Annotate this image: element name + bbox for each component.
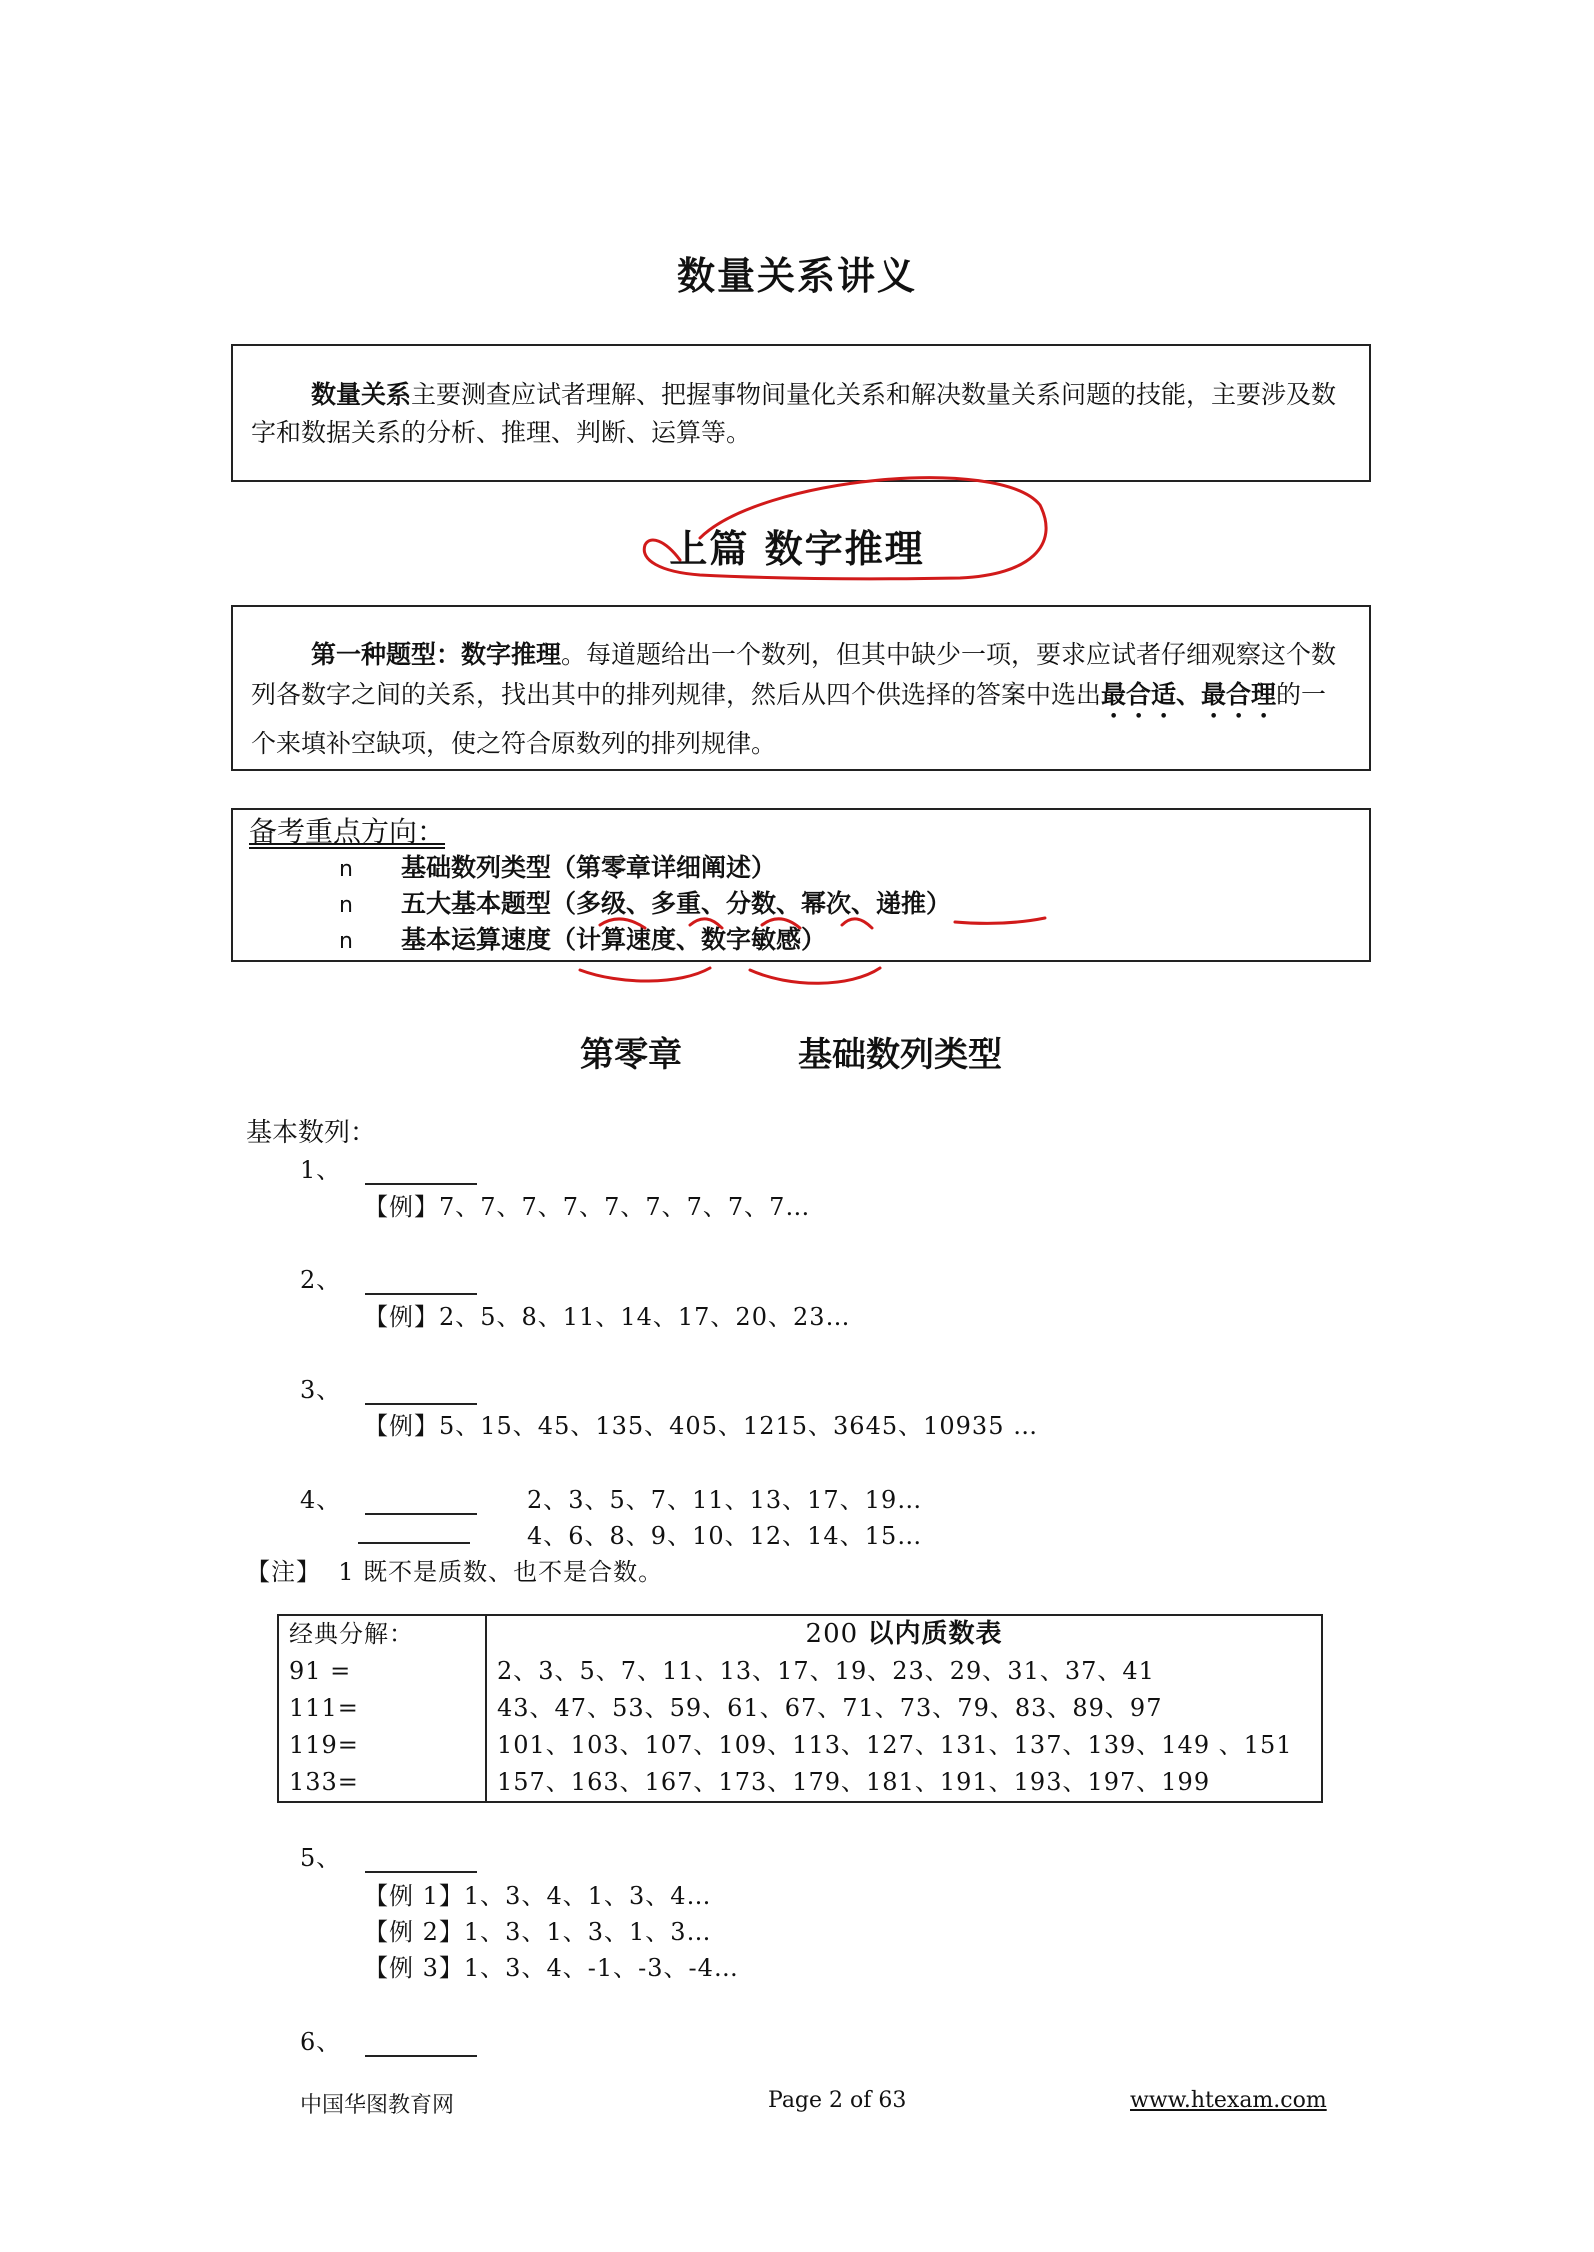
example-tag: 【例 3】 bbox=[364, 1954, 464, 1982]
footer-page-number: Page 2 of 63 bbox=[768, 2088, 907, 2113]
note bbox=[246, 1552, 663, 1587]
list-item-number bbox=[300, 2022, 477, 2057]
focus-title: 备考重点方向： bbox=[249, 815, 446, 848]
prime-sequence: 2、3、5、7、11、13、17、19… bbox=[527, 1486, 923, 1514]
intro-box bbox=[231, 344, 1371, 482]
ink-underline-calc-speed bbox=[580, 968, 710, 981]
chapter-number: 第零章 bbox=[580, 1035, 682, 1075]
bullet-marker: n bbox=[339, 857, 353, 882]
table-header-number: 200 bbox=[805, 1619, 859, 1649]
ink-underline-number-sense bbox=[750, 968, 880, 983]
focus-item bbox=[249, 886, 1353, 922]
example-row bbox=[364, 1297, 851, 1332]
example-row bbox=[364, 1948, 739, 1983]
question-type-term: 第一种题型：数字推理 bbox=[311, 640, 562, 669]
example-sequence: 2、5、8、11、14、17、20、23… bbox=[439, 1303, 851, 1331]
list-item-number bbox=[300, 1150, 477, 1185]
example-tag: 【例 1】 bbox=[364, 1882, 464, 1910]
example-row bbox=[364, 1406, 1038, 1441]
intro-text: 主要测查应试者理解、把握事物间量化关系和解决数量关系问题的技能，主要涉及数字和数据关系的分析、推理、判断、运算等。 bbox=[251, 380, 1337, 447]
question-type-text-2: 的一个来填补空缺项，使之符合原数列的排列规律。 bbox=[251, 680, 1327, 758]
list-item-number bbox=[300, 1838, 477, 1873]
example-sequence: 1、3、1、3、1、3… bbox=[463, 1918, 712, 1946]
focus-box bbox=[231, 808, 1371, 962]
prime-table bbox=[277, 1614, 1323, 1803]
example-tag: 【例 2】 bbox=[364, 1918, 464, 1946]
table-header-title: 以内质数表 bbox=[867, 1619, 1003, 1649]
list-item-number bbox=[300, 1260, 477, 1295]
answer-blank bbox=[365, 1377, 477, 1405]
focus-item-text: 基础数列类型（第零章详细阐述） bbox=[401, 853, 777, 882]
item-number: 5、 bbox=[300, 1844, 342, 1872]
footer-website-link[interactable]: www.htexam.com bbox=[1130, 2088, 1327, 2113]
item-number: 3、 bbox=[300, 1376, 342, 1404]
table-cell-primes: 2、3、5、7、11、13、17、19、23、29、31、37、41 bbox=[497, 1657, 1155, 1685]
example-tag: 【例】 bbox=[364, 1303, 439, 1331]
focus-item-text: 基本运算速度（计算速度、数字敏感） bbox=[401, 925, 827, 954]
question-type-paragraph bbox=[251, 635, 1351, 764]
chapter-name: 基础数列类型 bbox=[798, 1035, 1002, 1075]
question-type-text-1: 。每道题给出一个数列，但其中缺少一项，要求应试者仔细观察这个数列各数字之间的关系，找出其中的排列规律，然后从四个供选择的答案中选出 bbox=[251, 640, 1337, 709]
part-title: 上篇 数字推理 bbox=[669, 526, 925, 571]
example-tag: 【例】 bbox=[364, 1193, 439, 1221]
answer-blank bbox=[365, 1267, 477, 1295]
table-cell-primes: 43、47、53、59、61、67、71、73、79、83、89、97 bbox=[497, 1694, 1163, 1722]
table-row bbox=[278, 1653, 1322, 1690]
item-number: 1、 bbox=[300, 1156, 342, 1184]
item-number: 2、 bbox=[300, 1266, 342, 1294]
focus-item bbox=[249, 922, 1353, 958]
table-header-row bbox=[278, 1615, 1322, 1653]
table-row bbox=[278, 1690, 1322, 1727]
example-row bbox=[364, 1912, 712, 1947]
answer-blank bbox=[365, 2029, 477, 2057]
table-cell-factor: 91 = bbox=[278, 1653, 486, 1690]
answer-blank bbox=[358, 1516, 470, 1544]
item-number: 6、 bbox=[300, 2028, 342, 2056]
example-sequence: 7、7、7、7、7、7、7、7、7… bbox=[439, 1193, 811, 1221]
example-row bbox=[364, 1876, 712, 1911]
table-cell-primes: 101、103、107、109、113、127、131、137、139、149 、151 bbox=[497, 1731, 1293, 1759]
bullet-marker: n bbox=[339, 929, 353, 954]
question-type-emphasis: 最合适、最合理 bbox=[1101, 680, 1277, 709]
basic-sequences-label: 基本数列： bbox=[246, 1118, 377, 1148]
table-header-left: 经典分解： bbox=[278, 1615, 486, 1653]
footer-left: 中国华图教育网 bbox=[300, 2093, 455, 2118]
note-text: 1 既不是质数、也不是合数。 bbox=[338, 1558, 664, 1586]
focus-item bbox=[249, 850, 1353, 886]
question-type-box bbox=[231, 605, 1371, 771]
table-header-right bbox=[486, 1615, 1322, 1653]
example-sequence: 5、15、45、135、405、1215、3645、10935 … bbox=[439, 1412, 1039, 1440]
page-title: 数量关系讲义 bbox=[676, 253, 917, 298]
focus-item-text: 五大基本题型（多级、多重、分数、幂次、递推） bbox=[401, 889, 952, 918]
answer-blank bbox=[365, 1157, 477, 1185]
answer-blank bbox=[365, 1487, 477, 1515]
example-tag: 【例】 bbox=[364, 1412, 439, 1440]
composite-sequence: 4、6、8、9、10、12、14、15… bbox=[527, 1522, 923, 1550]
note-tag: 【注】 bbox=[246, 1558, 321, 1586]
item-number: 4、 bbox=[300, 1486, 342, 1514]
table-cell-factor: 119= bbox=[278, 1727, 486, 1764]
list-item-number bbox=[300, 1480, 477, 1515]
example-row bbox=[364, 1187, 810, 1222]
table-cell-primes: 157、163、167、173、179、181、191、193、197、199 bbox=[497, 1768, 1211, 1796]
table-row bbox=[278, 1727, 1322, 1764]
intro-term: 数量关系 bbox=[311, 380, 412, 409]
table-cell-factor: 133= bbox=[278, 1764, 486, 1802]
bullet-marker: n bbox=[339, 893, 353, 918]
list-item-number bbox=[300, 1370, 477, 1405]
example-sequence: 1、3、4、-1、-3、-4… bbox=[463, 1954, 739, 1982]
answer-blank bbox=[365, 1845, 477, 1873]
intro-paragraph bbox=[251, 376, 1351, 452]
example-sequence: 1、3、4、1、3、4… bbox=[463, 1882, 712, 1910]
table-row bbox=[278, 1764, 1322, 1802]
table-cell-factor: 111= bbox=[278, 1690, 486, 1727]
